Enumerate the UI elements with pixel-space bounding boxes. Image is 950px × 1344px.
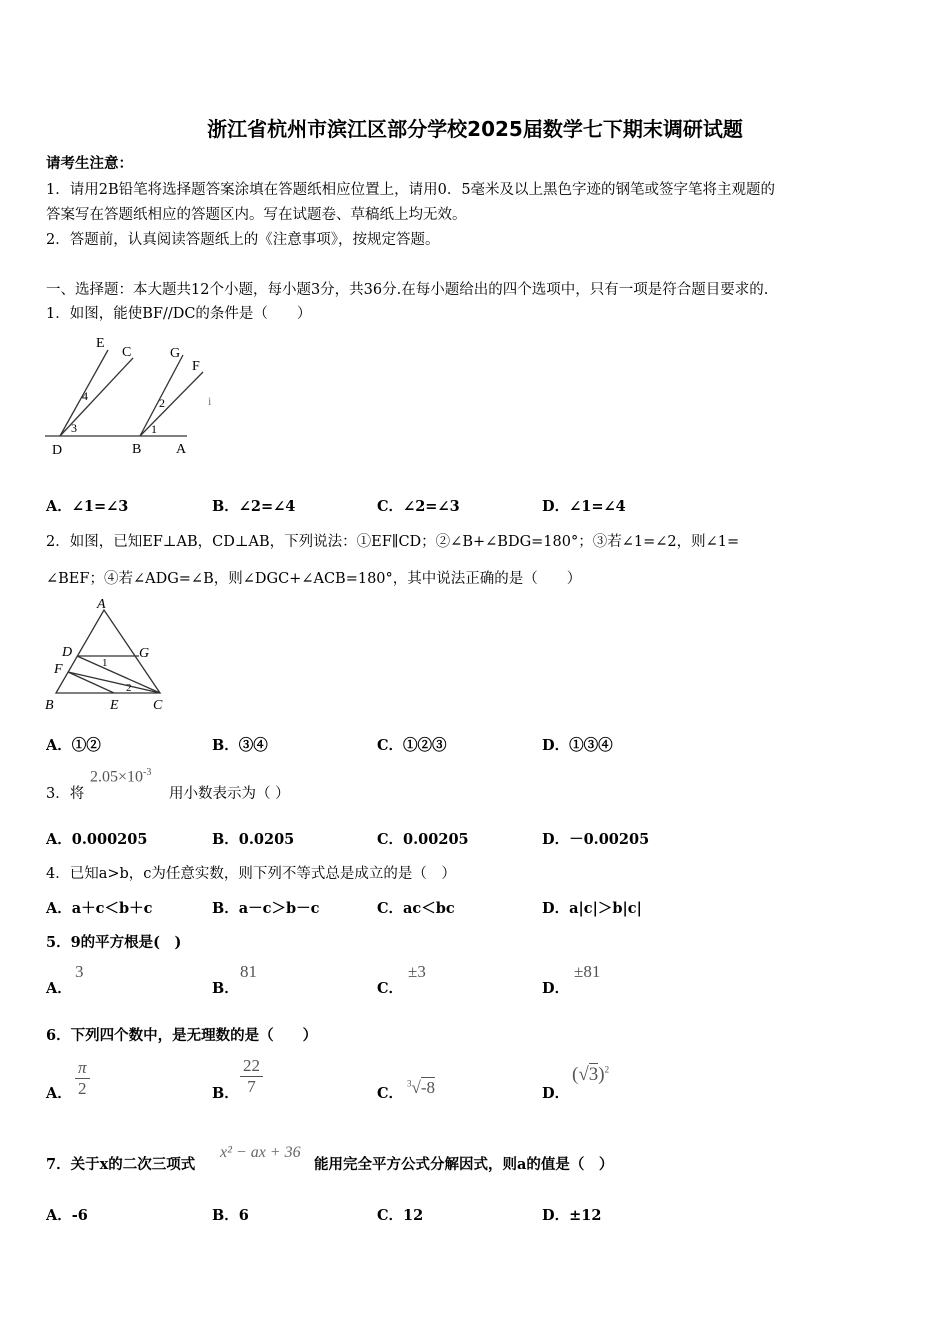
q3-option-b: B．0.0205 xyxy=(212,831,295,848)
q1-label-i: i xyxy=(208,394,212,408)
q2-label-C: C xyxy=(153,698,163,713)
q6-option-c-cuberoot: $^3$√-8 xyxy=(407,1078,436,1097)
q1-label-G: G xyxy=(170,346,181,361)
q6-option-c-label: C． xyxy=(377,1085,404,1102)
q7-stem-end: 能用完全平方公式分解因式，则a的值是（ ） xyxy=(314,1156,614,1173)
q1-label-A: A xyxy=(176,442,187,457)
q3-option-c: C．0.00205 xyxy=(377,831,469,848)
q5-option-c-label: C． xyxy=(377,980,404,997)
q3-expression: $2.05\times 10^{-3}$ xyxy=(90,767,152,786)
q2-option-b: B．③④ xyxy=(212,737,268,754)
q1-option-a: A．∠1=∠3 xyxy=(46,498,129,515)
q2-label-A: A xyxy=(97,597,106,612)
q4-option-b: B．a－c＞b－c xyxy=(212,900,320,917)
q2-option-a: A．①② xyxy=(46,737,101,754)
q4-option-c: C．ac＜bc xyxy=(377,900,455,917)
q7-expression: x² − ax + 36 xyxy=(220,1144,301,1161)
q5-stem: 5．9的平方根是( ) xyxy=(46,934,182,951)
notice-line-3: 2．答题前，认真阅读答题纸上的《注意事项》，按规定答题。 xyxy=(46,232,440,248)
notice-line-1: 1．请用2B铅笔将选择题答案涂填在答题纸相应位置上，请用0．5毫米及以上黑色字迹的钢笔或签字笔将主观题的 xyxy=(46,182,776,198)
q5-option-c-value: ±3 xyxy=(408,962,426,981)
q1-label-E: E xyxy=(96,336,105,351)
q1-label-4: 4 xyxy=(82,389,88,403)
q1-option-c: C．∠2=∠3 xyxy=(377,498,460,515)
q1-label-D: D xyxy=(52,443,63,458)
q5-option-d-label: D． xyxy=(542,980,570,997)
q7-stem-start: 7．关于x的二次三项式 xyxy=(46,1156,196,1173)
q1-label-C: C xyxy=(122,345,132,360)
q5-option-a-label: A． xyxy=(46,980,72,997)
q2-label-B: B xyxy=(45,698,54,713)
q6-option-d-label: D． xyxy=(542,1085,570,1102)
q1-label-1: 1 xyxy=(151,422,157,436)
q2-label-2: 2 xyxy=(126,682,132,694)
q4-option-d: D．a|c|＞b|c| xyxy=(542,900,642,917)
notice-heading: 请考生注意： xyxy=(46,155,133,172)
q5-option-b-value: 81 xyxy=(240,962,257,981)
page-title: 浙江省杭州市滨江区部分学校2025届数学七下期末调研试题 xyxy=(207,117,743,141)
q6-option-a-label: A． xyxy=(46,1085,72,1102)
q5-option-b-label: B． xyxy=(212,980,239,997)
q4-option-a: A．a＋c＜b＋c xyxy=(46,900,153,917)
q6-option-b-label: B． xyxy=(212,1085,239,1102)
q2-stem-line-2: ∠BEF；④若∠ADG=∠B，则∠DGC+∠ACB=180°，其中说法正确的是（ ） xyxy=(46,571,582,587)
q2-stem-line-1: 2．如图，已知EF⊥AB，CD⊥AB，下列说法：①EF∥CD；②∠B+∠BDG=180°；③若∠1=∠2，则∠1= xyxy=(46,534,740,550)
q3-stem-end: 用小数表示为（ ） xyxy=(169,786,290,802)
q1-label-2: 2 xyxy=(159,396,165,410)
q1-label-3: 3 xyxy=(71,421,77,435)
q6-option-a-fraction: $\frac{\pi}{2}$ xyxy=(75,1058,90,1099)
q6-stem: 6．下列四个数中，是无理数的是（ ） xyxy=(46,1027,318,1044)
q2-option-d: D．①③④ xyxy=(542,737,613,754)
notice-line-2: 答案写在答题纸相应的答题区内。写在试题卷、草稿纸上均无效。 xyxy=(46,207,467,223)
q2-option-c: C．①②③ xyxy=(377,737,447,754)
q1-label-B: B xyxy=(132,442,142,457)
section-heading: 一、选择题：本大题共12个小题，每小题3分，共36分.在每小题给出的四个选项中，只有一项是符合题目要求的. xyxy=(46,282,769,298)
q5-option-a-value: 3 xyxy=(75,962,84,981)
q2-figure xyxy=(42,596,172,714)
q7-option-d: D．±12 xyxy=(542,1207,602,1224)
q2-label-D: D xyxy=(62,645,73,660)
q1-stem: 1．如图，能使BF//DC的条件是（ ） xyxy=(46,306,312,322)
q3-option-d: D．－0.00205 xyxy=(542,831,650,848)
q6-option-b-fraction: $\frac{22}{7}$ xyxy=(240,1056,263,1097)
q1-option-b: B．∠2=∠4 xyxy=(212,498,296,515)
q2-label-1: 1 xyxy=(102,657,108,669)
q3-option-a: A．0.000205 xyxy=(46,831,148,848)
q7-option-a: A．-6 xyxy=(46,1207,88,1224)
q4-stem: 4．已知a>b，c为任意实数，则下列不等式总是成立的是（ ） xyxy=(46,866,456,882)
q1-figure xyxy=(40,330,230,460)
q2-label-F: F xyxy=(54,662,63,677)
q1-option-d: D．∠1=∠4 xyxy=(542,498,626,515)
q7-option-c: C．12 xyxy=(377,1207,424,1224)
q1-label-F: F xyxy=(192,359,200,374)
q3-stem-start: 3．将 xyxy=(46,786,85,802)
q2-label-E: E xyxy=(110,698,119,713)
q7-option-b: B．6 xyxy=(212,1207,249,1224)
q6-option-d-power: $(√3)^2$ xyxy=(572,1064,610,1085)
q5-option-d-value: ±81 xyxy=(574,962,601,981)
q2-label-G: G xyxy=(139,646,150,661)
